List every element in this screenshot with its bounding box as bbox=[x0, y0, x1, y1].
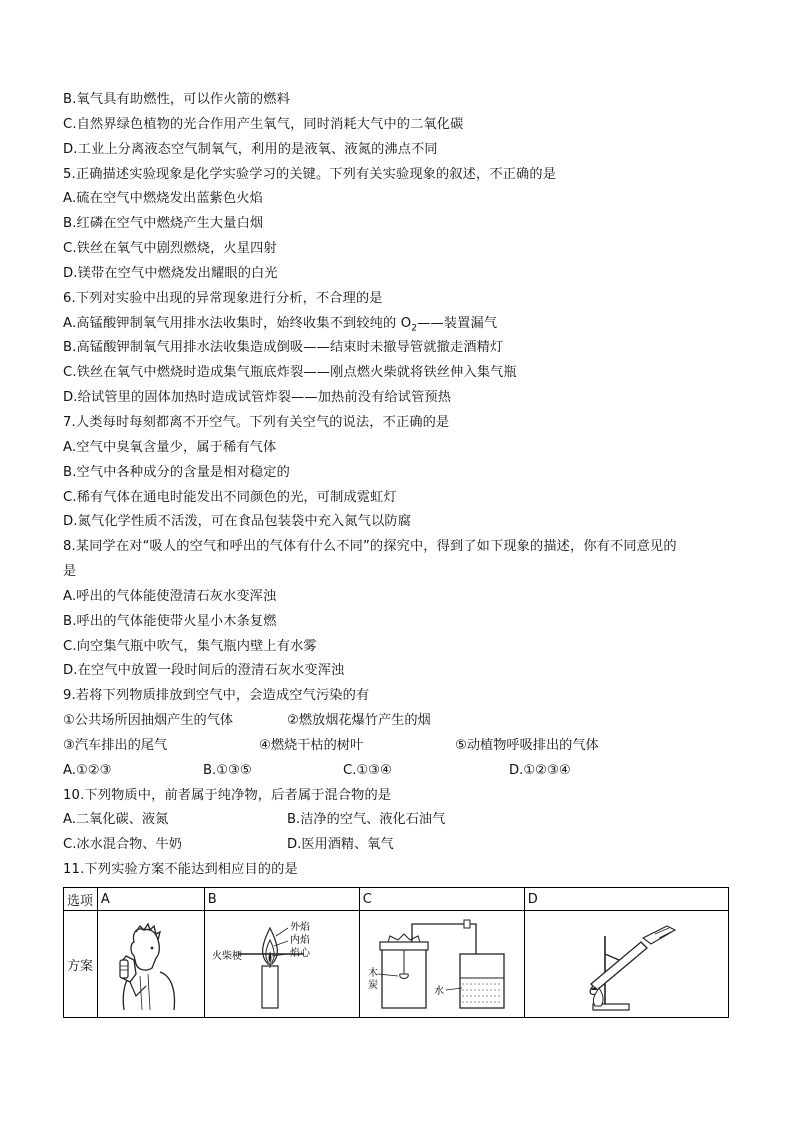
text-line: D.工业上分离液态空气制氧气，利用的是液氧、液氮的沸点不同 bbox=[63, 141, 438, 157]
option: D.给试管里的固体加热时造成试管炸裂——加热前没有给试管预热 bbox=[63, 390, 452, 406]
option: B.空气中各种成分的含量是相对稳定的 bbox=[63, 464, 290, 480]
question-11: 11.下列实验方案不能达到相应目的的是 bbox=[63, 862, 298, 878]
option: B.洁净的空气、液化石油气 bbox=[287, 812, 446, 828]
table-header-row bbox=[64, 888, 729, 911]
table-header-cell: B bbox=[204, 888, 359, 911]
question-7: 7.人类每时每刻都离不开空气。下列有关空气的说法，不正确的是 bbox=[63, 414, 450, 430]
person-breathing-figure bbox=[106, 916, 196, 1012]
option: C.冰水混合物、牛奶 bbox=[63, 837, 182, 853]
option: D.镁带在空气中燃烧发出耀眼的白光 bbox=[63, 265, 278, 281]
option: C.①③④ bbox=[343, 762, 392, 778]
option: C.向空集气瓶中吹气，集气瓶内壁上有水雾 bbox=[63, 638, 317, 654]
charcoal-label-2: 炭 bbox=[367, 980, 378, 991]
outer-flame-label: 外焰 bbox=[289, 922, 310, 933]
q9-items-row bbox=[63, 734, 733, 759]
q9-item: ③汽车排出的尾气 bbox=[63, 737, 168, 753]
option: D.氮气化学性质不活泼，可在食品包装袋中充入氮气以防腐 bbox=[63, 514, 412, 530]
table-header-cell: C bbox=[359, 888, 524, 911]
table-header-cell: A bbox=[97, 888, 204, 911]
q9-item: ⑤动植物呼吸排出的气体 bbox=[455, 737, 599, 753]
table-header-cell: D bbox=[524, 888, 728, 911]
option: C.稀有气体在通电时能发出不同颜色的光，可制成霓虹灯 bbox=[63, 489, 397, 505]
water-label: 水 bbox=[433, 986, 444, 997]
q9-items-row bbox=[63, 709, 733, 734]
test-tube-heating-figure bbox=[571, 914, 681, 1014]
option: B.高锰酸钾制氧气用排水法收集造成倒吸——结束时未撤导管就撤走酒精灯 bbox=[63, 340, 504, 356]
question-text bbox=[63, 88, 733, 883]
figure-c-cell bbox=[359, 911, 524, 1018]
table-row bbox=[64, 911, 729, 1018]
q9-item: ①公共场所因抽烟产生的气体 bbox=[63, 713, 234, 729]
subscript: 2 bbox=[411, 323, 418, 334]
option: A.二氧化碳、液氮 bbox=[63, 812, 169, 828]
charcoal-combustion-figure bbox=[364, 914, 520, 1014]
q9-item: ④燃烧干枯的树叶 bbox=[259, 737, 364, 753]
option: D.①②③④ bbox=[509, 762, 571, 778]
question-8-cont: 是 bbox=[63, 564, 77, 580]
option: C.铁丝在氧气中剧烈燃烧，火星四射 bbox=[63, 241, 277, 257]
option: D.医用酒精、氧气 bbox=[287, 837, 394, 853]
question-8: 8.某同学在对“吸人的空气和呼出的气体有什么不同”的探究中，得到了如下现象的描述，你有不同意见的 bbox=[63, 539, 677, 555]
q9-options-row bbox=[63, 759, 733, 784]
question-10: 10.下列物质中，前者属于纯净物，后者属于混合物的是 bbox=[63, 787, 392, 803]
option: A.空气中臭氧含量少，属于稀有气体 bbox=[63, 439, 277, 455]
inner-flame-label: 内焰 bbox=[289, 935, 310, 946]
figure-d-cell bbox=[524, 911, 728, 1018]
text-fragment: A.高锰酸钾制氧气用排水法收集时，始终收集不到较纯的 O bbox=[63, 315, 412, 331]
option: A.①②③ bbox=[63, 762, 112, 778]
figure-a-cell bbox=[97, 911, 204, 1018]
option: D.在空气中放置一段时间后的澄清石灰水变浑浊 bbox=[63, 663, 345, 679]
option: A.硫在空气中燃烧发出蓝紫色火焰 bbox=[63, 191, 264, 207]
option bbox=[63, 312, 733, 337]
question-6: 6.下列对实验中出现的异常现象进行分析，不合理的是 bbox=[63, 290, 383, 306]
question-5: 5.正确描述实验现象是化学实验学习的关键。下列有关实验现象的叙述，不正确的是 bbox=[63, 166, 557, 182]
table-header-cell: 选项 bbox=[64, 888, 98, 911]
match-label: 火柴梗 bbox=[211, 951, 242, 962]
q10-options-row bbox=[63, 808, 733, 833]
q11-table bbox=[63, 887, 729, 1018]
option: A.呼出的气体能使澄清石灰水变浑浊 bbox=[63, 588, 277, 604]
option: C.铁丝在氧气中燃烧时造成集气瓶底炸裂——刚点燃火柴就将铁丝伸入集气瓶 bbox=[63, 365, 517, 381]
charcoal-label-1: 木 bbox=[367, 968, 378, 979]
flame-core-label: 焰心 bbox=[289, 948, 310, 959]
option: B.红磷在空气中燃烧产生大量白烟 bbox=[63, 216, 264, 232]
option: B.呼出的气体能使带火星小木条复燃 bbox=[63, 613, 277, 629]
text-fragment: ——装置漏气 bbox=[417, 315, 498, 331]
text-line: B.氧气具有助燃性，可以作火箭的燃料 bbox=[63, 92, 290, 107]
q9-item: ②燃放烟花爆竹产生的烟 bbox=[287, 713, 431, 729]
row-label: 方案 bbox=[64, 911, 98, 1018]
question-9: 9.若将下列物质排放到空气中，会造成空气污染的有 bbox=[63, 688, 370, 704]
text-line: C.自然界绿色植物的光合作用产生氧气，同时消耗大气中的二氧化碳 bbox=[63, 116, 464, 132]
figure-b-cell bbox=[204, 911, 359, 1018]
candle-flame-figure bbox=[208, 914, 356, 1014]
option: B.①③⑤ bbox=[203, 762, 252, 778]
q10-options-row bbox=[63, 833, 733, 858]
